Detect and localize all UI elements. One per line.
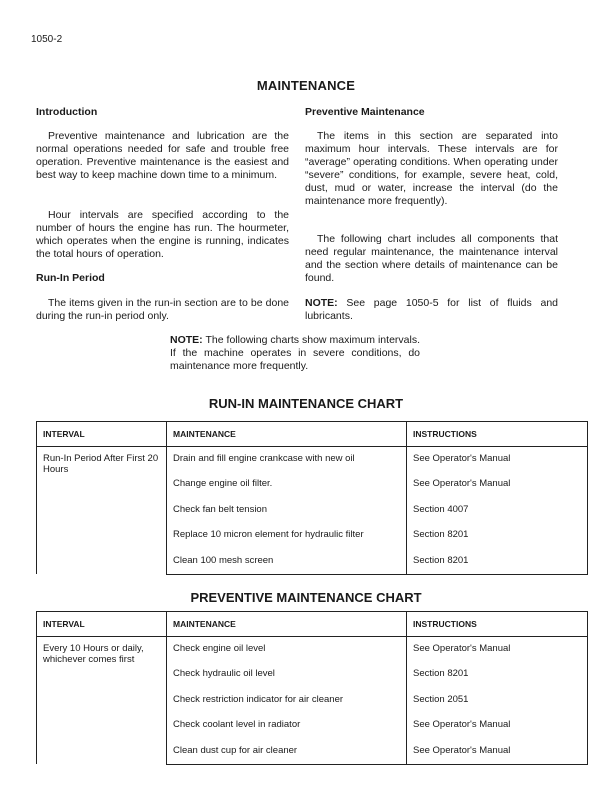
instructions-cell: Section 8201 <box>407 523 588 549</box>
interval-cell: Run-In Period After First 20 Hours <box>37 447 167 575</box>
instructions-cell: Section 4007 <box>407 498 588 524</box>
column-header-maintenance: MAINTENANCE <box>167 422 407 447</box>
maintenance-cell: Clean dust cup for air cleaner <box>167 739 407 765</box>
instructions-cell: Section 2051 <box>407 688 588 714</box>
table-header-row <box>37 422 588 447</box>
instructions-cell: See Operator's Manual <box>407 713 588 739</box>
page-number: 1050-2 <box>31 34 63 45</box>
note-text: See page 1050-5 for list of fluids and lubricants. <box>305 297 558 322</box>
introduction-paragraph-1: Preventive maintenance and lubrication are the normal operations needed for safe and trouble free operation. Preventive maintenance is the easiest and best way to keep machine down time to a minimum. <box>36 130 289 181</box>
introduction-heading: Introduction <box>36 106 98 118</box>
instructions-cell: Section 8201 <box>407 662 588 688</box>
table-header-row <box>37 612 588 637</box>
run-in-chart-title: RUN-IN MAINTENANCE CHART <box>208 396 404 411</box>
column-header-interval: INTERVAL <box>37 422 167 447</box>
preventive-maintenance-table <box>36 611 588 765</box>
maintenance-cell: Check fan belt tension <box>167 498 407 524</box>
maintenance-cell: Check restriction indicator for air cleaner <box>167 688 407 714</box>
run-in-maintenance-table <box>36 421 588 575</box>
note-text: The following charts show maximum intervals. If the machine operates in severe conditions, do maintenance more frequently. <box>170 334 420 372</box>
instructions-cell: See Operator's Manual <box>407 472 588 498</box>
preventive-paragraph-2: The following chart includes all components that need regular maintenance, the maintenance interval and the section where details of maintenance can be found. <box>305 233 558 284</box>
column-header-interval: INTERVAL <box>37 612 167 637</box>
preventive-maintenance-heading: Preventive Maintenance <box>305 106 425 118</box>
column-header-maintenance: MAINTENANCE <box>167 612 407 637</box>
introduction-paragraph-2: Hour intervals are specified according to the number of hours the engine has run. The hourmeter, which operates when the engine is running, indicates the total hours of operation. <box>36 209 289 260</box>
interval-cell: Every 10 Hours or daily, whichever comes first <box>37 637 167 765</box>
instructions-cell: See Operator's Manual <box>407 447 588 473</box>
maintenance-cell: Check engine oil level <box>167 637 407 663</box>
maintenance-cell: Drain and fill engine crankcase with new oil <box>167 447 407 473</box>
table-row <box>37 447 588 473</box>
maintenance-cell: Clean 100 mesh screen <box>167 549 407 575</box>
table-row <box>37 637 588 663</box>
page-title: MAINTENANCE <box>256 78 356 93</box>
maintenance-cell: Check coolant level in radiator <box>167 713 407 739</box>
note-label: NOTE: <box>170 334 203 346</box>
instructions-cell: Section 8201 <box>407 549 588 575</box>
note-label: NOTE: <box>305 297 338 309</box>
run-in-heading: Run-In Period <box>36 272 105 284</box>
maintenance-cell: Replace 10 micron element for hydraulic filter <box>167 523 407 549</box>
column-header-instructions: INSTRUCTIONS <box>407 422 588 447</box>
preventive-chart-title: PREVENTIVE MAINTENANCE CHART <box>190 590 422 605</box>
instructions-cell: See Operator's Manual <box>407 739 588 765</box>
fluids-note <box>305 297 558 323</box>
maintenance-cell: Change engine oil filter. <box>167 472 407 498</box>
column-header-instructions: INSTRUCTIONS <box>407 612 588 637</box>
run-in-paragraph: The items given in the run-in section are to be done during the run-in period only. <box>36 297 289 322</box>
charts-note <box>170 334 420 373</box>
instructions-cell: See Operator's Manual <box>407 637 588 663</box>
preventive-paragraph-1: The items in this section are separated into maximum hour intervals. These intervals are for “average” operating conditions. When operating under “severe” conditions, for example, severe heat, cold, dust, mud or water, increase the interval (do the maintenance more frequently). <box>305 130 558 207</box>
maintenance-cell: Check hydraulic oil level <box>167 662 407 688</box>
